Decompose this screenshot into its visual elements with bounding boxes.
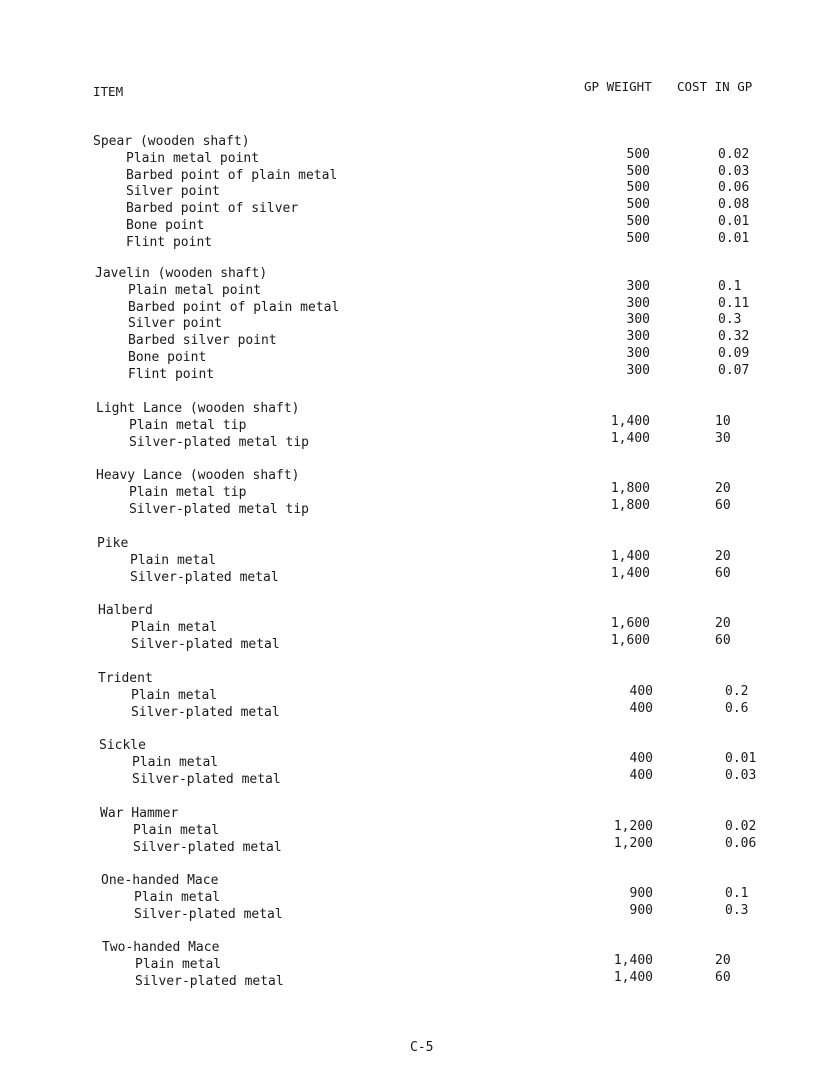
item-name: Silver point bbox=[126, 184, 220, 199]
item-cost: 10 bbox=[715, 414, 731, 429]
item-name: Plain metal tip bbox=[129, 418, 247, 433]
item-gp-weight: 500 bbox=[626, 164, 650, 179]
item-name: Silver-plated metal bbox=[131, 705, 280, 720]
item-cost: 60 bbox=[715, 566, 731, 581]
item-cost: 20 bbox=[715, 616, 731, 631]
item-cost: 0.01 bbox=[718, 231, 750, 246]
item-gp-weight: 900 bbox=[629, 903, 653, 918]
item-name: Silver-plated metal bbox=[132, 772, 281, 787]
item-cost: 0.01 bbox=[725, 751, 757, 766]
item-gp-weight: 1,400 bbox=[610, 431, 650, 446]
page-number: C-5 bbox=[410, 1040, 434, 1055]
item-gp-weight: 1,200 bbox=[613, 836, 653, 851]
item-cost: 0.09 bbox=[718, 346, 750, 361]
item-gp-weight: 400 bbox=[629, 751, 653, 766]
group-title: Halberd bbox=[98, 603, 153, 618]
header-cost: COST IN GP bbox=[677, 79, 753, 94]
item-cost: 0.1 bbox=[725, 886, 749, 901]
item-gp-weight: 1,400 bbox=[613, 953, 653, 968]
item-gp-weight: 1,400 bbox=[613, 970, 653, 985]
group-title: War Hammer bbox=[100, 806, 179, 821]
item-gp-weight: 500 bbox=[626, 214, 650, 229]
item-cost: 0.02 bbox=[725, 819, 757, 834]
item-name: Silver-plated metal bbox=[131, 637, 280, 652]
item-name: Silver point bbox=[128, 316, 222, 331]
item-name: Plain metal bbox=[131, 620, 218, 635]
item-cost: 30 bbox=[715, 431, 731, 446]
item-name: Plain metal point bbox=[128, 283, 262, 298]
group-title: Two-handed Mace bbox=[102, 940, 220, 955]
item-name: Plain metal bbox=[133, 823, 220, 838]
item-gp-weight: 1,800 bbox=[610, 481, 650, 496]
item-cost: 0.08 bbox=[718, 197, 750, 212]
item-gp-weight: 500 bbox=[626, 147, 650, 162]
item-gp-weight: 400 bbox=[629, 768, 653, 783]
item-cost: 20 bbox=[715, 481, 731, 496]
item-name: Bone point bbox=[128, 350, 207, 365]
item-name: Plain metal point bbox=[126, 151, 260, 166]
group-title: Sickle bbox=[99, 738, 146, 753]
item-gp-weight: 1,600 bbox=[610, 633, 650, 648]
item-cost: 60 bbox=[715, 633, 731, 648]
group-title: Light Lance (wooden shaft) bbox=[96, 401, 300, 416]
item-gp-weight: 1,400 bbox=[610, 414, 650, 429]
item-name: Silver-plated metal tip bbox=[129, 435, 310, 450]
group-title: Heavy Lance (wooden shaft) bbox=[96, 468, 300, 483]
item-gp-weight: 400 bbox=[629, 684, 653, 699]
item-cost: 60 bbox=[715, 498, 731, 513]
item-cost: 0.02 bbox=[718, 147, 750, 162]
item-name: Silver-plated metal bbox=[135, 974, 284, 989]
item-gp-weight: 400 bbox=[629, 701, 653, 716]
item-name: Barbed point of plain metal bbox=[128, 300, 340, 315]
item-name: Plain metal bbox=[130, 553, 217, 568]
item-name: Plain metal bbox=[134, 890, 221, 905]
item-gp-weight: 500 bbox=[626, 231, 650, 246]
item-name: Silver-plated metal bbox=[134, 907, 283, 922]
item-gp-weight: 1,400 bbox=[610, 549, 650, 564]
group-title: One-handed Mace bbox=[101, 873, 219, 888]
item-gp-weight: 300 bbox=[626, 279, 650, 294]
item-gp-weight: 300 bbox=[626, 296, 650, 311]
item-cost: 20 bbox=[715, 953, 731, 968]
item-cost: 0.2 bbox=[725, 684, 749, 699]
item-name: Plain metal bbox=[131, 688, 218, 703]
item-cost: 60 bbox=[715, 970, 731, 985]
item-cost: 0.06 bbox=[718, 180, 750, 195]
group-title: Spear (wooden shaft) bbox=[93, 134, 250, 149]
item-cost: 0.03 bbox=[718, 164, 750, 179]
item-cost: 0.03 bbox=[725, 768, 757, 783]
item-name: Barbed silver point bbox=[128, 333, 277, 348]
item-gp-weight: 900 bbox=[629, 886, 653, 901]
item-name: Silver-plated metal bbox=[133, 840, 282, 855]
item-cost: 20 bbox=[715, 549, 731, 564]
item-name: Silver-plated metal bbox=[130, 570, 279, 585]
item-cost: 0.3 bbox=[718, 312, 742, 327]
item-gp-weight: 1,400 bbox=[610, 566, 650, 581]
item-gp-weight: 500 bbox=[626, 180, 650, 195]
header-item: ITEM bbox=[93, 84, 124, 99]
item-gp-weight: 1,200 bbox=[613, 819, 653, 834]
item-name: Bone point bbox=[126, 218, 205, 233]
item-gp-weight: 500 bbox=[626, 197, 650, 212]
item-cost: 0.3 bbox=[725, 903, 749, 918]
header-gp-weight: GP WEIGHT bbox=[584, 79, 652, 94]
item-gp-weight: 300 bbox=[626, 346, 650, 361]
item-cost: 0.6 bbox=[725, 701, 749, 716]
item-gp-weight: 300 bbox=[626, 363, 650, 378]
item-gp-weight: 300 bbox=[626, 329, 650, 344]
item-cost: 0.07 bbox=[718, 363, 750, 378]
group-title: Trident bbox=[98, 671, 153, 686]
group-title: Javelin (wooden shaft) bbox=[95, 266, 268, 281]
group-title: Pike bbox=[97, 536, 129, 551]
item-name: Flint point bbox=[126, 235, 213, 250]
item-gp-weight: 1,800 bbox=[610, 498, 650, 513]
item-cost: 0.06 bbox=[725, 836, 757, 851]
item-name: Flint point bbox=[128, 367, 215, 382]
item-name: Plain metal bbox=[132, 755, 219, 770]
item-cost: 0.01 bbox=[718, 214, 750, 229]
item-name: Plain metal bbox=[135, 957, 222, 972]
item-gp-weight: 300 bbox=[626, 312, 650, 327]
item-cost: 0.32 bbox=[718, 329, 750, 344]
item-cost: 0.1 bbox=[718, 279, 742, 294]
item-name: Barbed point of silver bbox=[126, 201, 299, 216]
item-name: Silver-plated metal tip bbox=[129, 502, 310, 517]
item-gp-weight: 1,600 bbox=[610, 616, 650, 631]
item-name: Barbed point of plain metal bbox=[126, 168, 338, 183]
item-cost: 0.11 bbox=[718, 296, 750, 311]
item-name: Plain metal tip bbox=[129, 485, 247, 500]
